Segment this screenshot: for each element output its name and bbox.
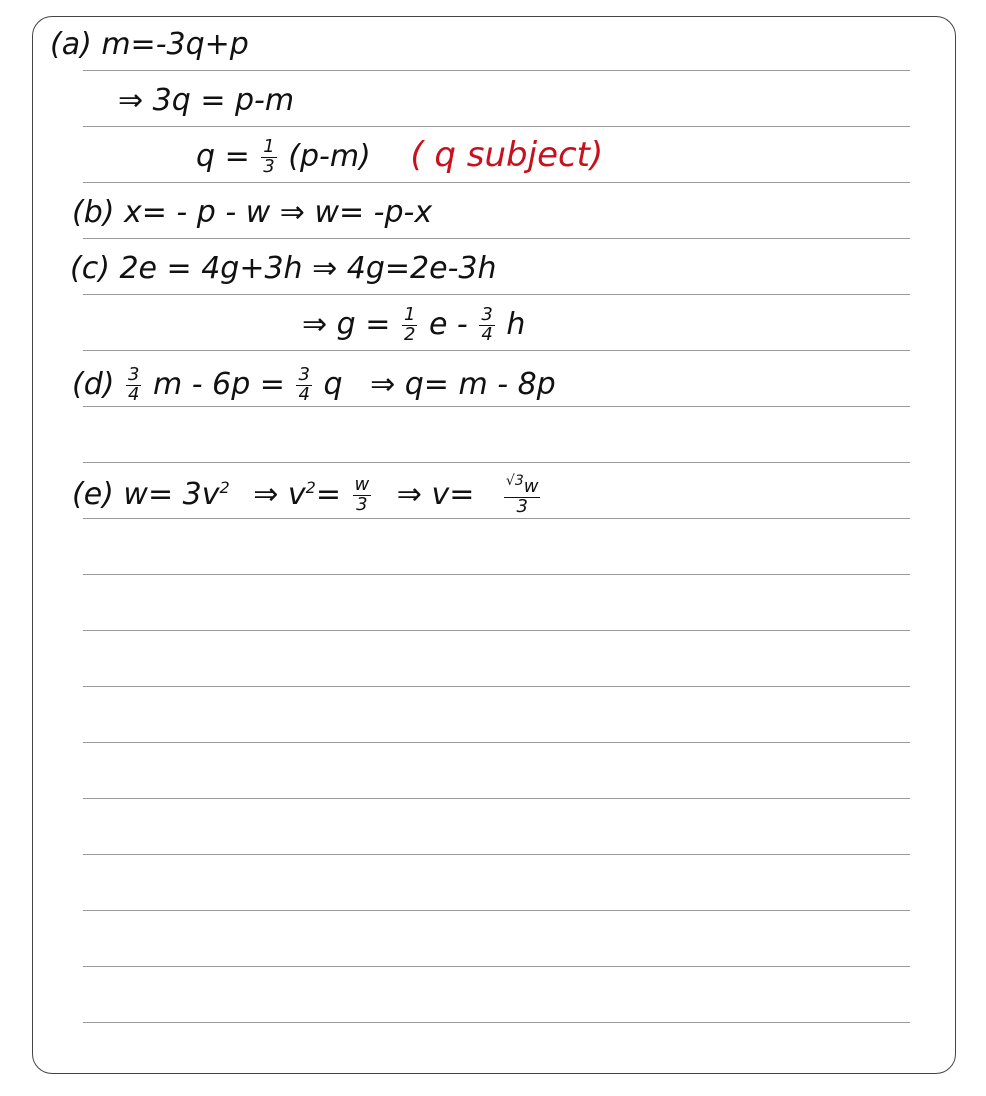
- c2-mid: e -: [428, 306, 468, 342]
- line-c1: (c) 2e = 4g+3h ⇒ 4g=2e-3h: [70, 251, 497, 286]
- c2-end: h: [506, 306, 526, 342]
- fraction-numerator: 1: [263, 136, 275, 158]
- line-b: (b) x= - p - w ⇒ w= -p-x: [72, 195, 433, 230]
- ruled-line: [83, 574, 910, 575]
- fraction-three-quarters: [479, 306, 494, 345]
- line-e: [72, 474, 542, 517]
- d-label: (d): [72, 366, 115, 402]
- a3-rhs: (p-m): [288, 139, 371, 174]
- ruled-line: [83, 518, 910, 519]
- ruled-line: [83, 854, 910, 855]
- ruled-line: [83, 294, 910, 295]
- fraction-denominator: 3: [263, 156, 275, 177]
- fraction-numerator: 3: [481, 304, 493, 325]
- fraction-denominator: 3: [516, 495, 528, 517]
- fraction-numerator: 3: [298, 364, 310, 385]
- e-label: (e) w= 3v: [72, 476, 220, 512]
- ruled-line: [83, 910, 910, 911]
- fraction-denominator: 2: [403, 323, 416, 345]
- d-mid2: q: [323, 366, 343, 402]
- ruled-line: [83, 966, 910, 967]
- fraction-three-quarters: [126, 366, 141, 405]
- ruled-line: [83, 798, 910, 799]
- ruled-line: [83, 742, 910, 743]
- fraction-numerator: w: [354, 474, 370, 495]
- fraction-three-quarters: [296, 366, 311, 405]
- fraction-one-half: [402, 306, 417, 345]
- fraction-numerator: [504, 474, 541, 498]
- q-subject-note: ( q subject): [410, 135, 604, 175]
- ruled-line: [83, 406, 910, 407]
- e-mid3: ⇒ v=: [396, 476, 475, 512]
- a3-lhs: q =: [196, 139, 250, 174]
- d-mid: m - 6p =: [153, 366, 285, 402]
- root-three: √3: [505, 473, 524, 489]
- fraction-root3w-over-3: [504, 474, 541, 517]
- superscript-two: 2: [219, 477, 230, 497]
- ruled-line: [83, 238, 910, 239]
- ruled-line: [83, 462, 910, 463]
- c2-lhs: ⇒ g =: [302, 306, 391, 342]
- superscript-two: 2: [305, 477, 316, 497]
- fraction-denominator: 4: [481, 323, 493, 345]
- fraction-numerator: 3: [128, 364, 140, 385]
- fraction-numerator: 1: [403, 304, 416, 325]
- fraction-denominator: 4: [298, 383, 310, 405]
- line-a1: (a) m=-3q+p: [50, 27, 249, 62]
- d-end: ⇒ q= m - 8p: [370, 366, 556, 402]
- ruled-line: [83, 70, 910, 71]
- line-c2: [302, 306, 525, 345]
- ruled-line: [83, 686, 910, 687]
- ruled-line: [83, 350, 910, 351]
- ruled-line: [83, 1022, 910, 1023]
- e-mid: ⇒ v: [253, 476, 306, 512]
- fraction-w-over-3: [353, 476, 372, 515]
- line-a2: ⇒ 3q = p-m: [118, 83, 295, 118]
- fraction-one-third: [261, 138, 276, 177]
- fraction-denominator: 4: [128, 383, 140, 405]
- root-w: w: [523, 476, 539, 497]
- ruled-line: [83, 182, 910, 183]
- e-mid2: =: [315, 476, 341, 512]
- ruled-line: [83, 630, 910, 631]
- ruled-line: [83, 126, 910, 127]
- line-d: [72, 366, 556, 405]
- fraction-denominator: 3: [356, 493, 368, 515]
- line-a3: [196, 135, 604, 177]
